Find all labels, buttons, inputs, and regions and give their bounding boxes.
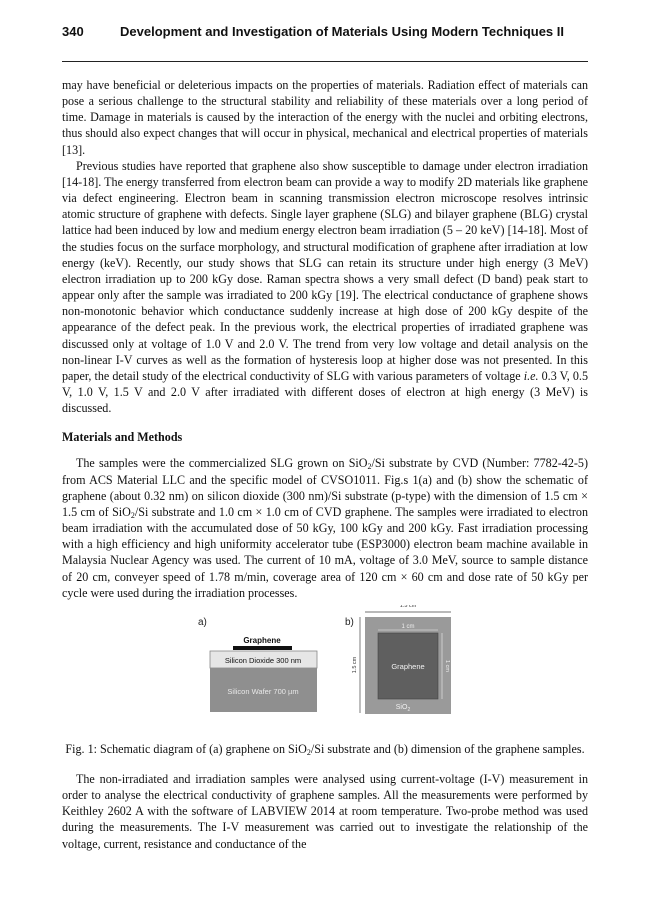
graphene-layer (233, 646, 292, 650)
header-rule (62, 61, 588, 62)
running-header (62, 20, 588, 42)
paragraph-2-text: Previous studies have reported that graphene also show susceptible to damage under electron irradiation [14-18]. The energy transferred from electron beam can provide a way to modify 2D materials like graphene via defect engineering. Electron beam in scanning transmission electron microscope resolves intrinsic atomic structure of graphene with defects. Single layer graphene (SLG) and bilayer graphene (BLG) crystal lattice had been induced by low and medium energy electron beam irradiation (5 – 20 keV) [14-18]. Most of the studies focus on the surface morphology, and structural modification of graphene after irradiation at low energy (keV). Recently, our study shows that SLG can retain its structure under high energy (3 MeV) electron irradiation up to 200 kGy dose. Raman spectra shows a very small defect (D band) peak start to appear only after the sample was irradiated to 200 kGy [19]. The electrical conductance of graphene shows non-monotonic behavior which conductance suddenly increase at high dose of 200 kGy despite of the appearance of the defect peak. In the previous work, the electrical properties of irradiated graphene was discussed only at voltage of 1.0 V and 2.0 V. The trend from very low voltage and detail analysis on the non-linear I-V curves as well as the formation of hysteresis loop at higher dose was not presented. In this paper, the detail study of the electrical conductivity of SLG with various parameters of voltage (62, 158, 588, 383)
graphene-layer-label: Graphene (243, 635, 281, 645)
outer-width-label: 1.5 cm (399, 604, 417, 609)
substrate-label-main: SiO (395, 703, 408, 711)
caption-a: Fig. 1: Schematic diagram of (a) graphene on SiO (65, 741, 307, 756)
page-number: 340 (62, 24, 84, 39)
silicon-wafer-label: Silicon Wafer 700 µm (227, 686, 299, 696)
substrate-label-sub: 2 (407, 706, 411, 713)
subscript: 2 (130, 510, 135, 520)
body-text (62, 77, 588, 852)
panel-b-label: b) (345, 616, 354, 628)
section-heading: Materials and Methods (62, 430, 183, 445)
subscript: 2 (306, 747, 311, 757)
running-title: Development and Investigation of Materials Using Modern Techniques II (120, 24, 564, 39)
graphene-sheet-label: Graphene (391, 661, 425, 671)
ie-abbrev: i.e. (523, 368, 539, 383)
sio2-layer-label: Silicon Dioxide 300 nm (224, 655, 302, 665)
outer-height-label: 1.5 cm (352, 656, 358, 674)
caption-b: /Si substrate and (b) dimension of the graphene samples. (310, 741, 585, 756)
subscript: 2 (367, 462, 372, 472)
paragraph-3-b: /Si substrate by CVD (Number: 7782-42-5) from ACS Material LLC and the specific model of CVSO1011. Fig.s 1(a) and (b) show the schematic of graphene (about 0.32 nm) on silicon dioxide (300 nm)/Si substrate (p-type) with the dimension of 1.5 cm × 1.5 cm of SiO (62, 456, 589, 519)
paragraph-3 (62, 455, 588, 600)
paragraph-2-end: 0.3 V, 0.5 V, 1.0 V, 1.5 V and 2.0 V after irradiated with different doses of electron at high energy (3 MeV) is discussed. (62, 368, 588, 416)
figure-1-graphic (62, 605, 588, 735)
paragraph-3-a: The samples were the commercialized SLG grown on SiO (76, 456, 368, 471)
figure-caption (62, 741, 588, 757)
inner-height-label: 1 cm (444, 659, 450, 672)
paragraph-1: may have beneficial or deleterious impacts on the properties of materials. Radiation effect of materials can pose a serious challenge to the structural stability and reliability of these materials over a long period of time. Damage in materials is caused by the interaction of the energy with the nuclei and orbiting electrons, thus should also expect changes that will occur in physical, mechanical and electrical properties of materials [13]. (62, 78, 588, 157)
paragraph-3-c: /Si substrate and 1.0 cm × 1.0 cm of CVD graphene. The samples were irradiated to electron beam irradiation with the accumulated dose of 50 kGy, 100 kGy and 200 kGy. Fast irradiation processing with a high efficiency and high uniformity accelerator tube (ESP3000) electron beam machine available in Malaysia Nuclear Agency was used. The current of 10 mA, voltage of 3.0 MeV, source to sample distance of 20 cm, conveyer speed of 1.78 m/min, coverage area of 120 cm × 60 cm and dose rate of 50 kGy per cycle were used during the irradiation processes. (62, 504, 588, 600)
panel-a-label: a) (198, 616, 207, 628)
paragraph-4: The non-irradiated and irradiation samples were analysed using current-voltage (I-V) measurement in order to analyse the electrical conductivity of graphene samples. All the measurements were performed by Keithley 2602 A with the software of LABVIEW 2014 at room temperature. Two-probe method was used during the measurements. The I-V measurement was carried out to investigate the relationship of the voltage, current, resistance and conductance of the (62, 772, 588, 851)
figure-1 (62, 605, 588, 735)
inner-width-label: 1 cm (401, 623, 415, 630)
paragraph-2 (62, 158, 588, 417)
